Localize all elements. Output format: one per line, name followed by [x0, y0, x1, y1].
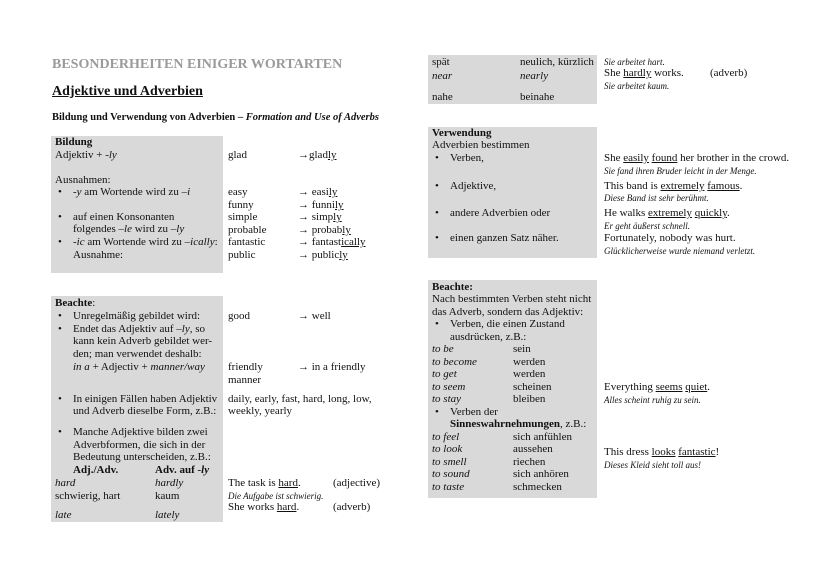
- subheading: [52, 112, 379, 124]
- t: She works: [228, 501, 277, 513]
- example-adverb: [298, 149, 337, 161]
- adverb-suffix: ly: [342, 224, 351, 236]
- ex-works-translation: Sie arbeitet hart.: [604, 57, 665, 67]
- ex-manner: manner: [228, 374, 261, 386]
- adverb-stem: → fantast: [298, 236, 342, 248]
- adverb-stem: → probab: [298, 224, 343, 236]
- ex-hardly-translation: Sie arbeitet kaum.: [604, 81, 670, 91]
- verb-de: sich anhören: [513, 468, 569, 480]
- subheading-en: Formation and Use of Adverbs: [245, 112, 379, 123]
- ex-works-type: (adverb): [333, 501, 371, 513]
- sentence-part: quiet: [685, 381, 708, 393]
- t: -y: [73, 186, 82, 198]
- adverb-suffix: ly: [334, 199, 344, 211]
- t: -ly: [197, 464, 210, 476]
- verb-de: sich anfühlen: [513, 431, 572, 443]
- note-two: • Manche Adjektive bilden zwei: [73, 426, 208, 438]
- example-adjective: easy: [228, 186, 248, 198]
- pair-adverb: lately: [155, 509, 180, 521]
- example-adverb: [298, 211, 342, 223]
- sentence-part: .: [732, 232, 736, 244]
- rule-text: Adjektiv +: [55, 149, 106, 161]
- t: am Wortende wird zu: [84, 236, 185, 248]
- example-adverb: [298, 236, 366, 248]
- ex-friendly-adv: → in a friendly: [298, 361, 366, 373]
- verb-en: to be: [432, 343, 454, 355]
- example-adjective: probable: [228, 224, 267, 236]
- bildung-title: Bildung: [55, 136, 93, 148]
- adverb-suffix: ly: [328, 186, 338, 198]
- sentence-part: famous: [707, 180, 740, 192]
- pair-adverb: nearly: [520, 70, 549, 82]
- sentence-part: !: [715, 446, 720, 458]
- ex-hardly: [604, 67, 684, 79]
- sentence-part: quickly: [694, 207, 728, 219]
- t: :: [214, 236, 218, 248]
- t: She: [604, 67, 624, 79]
- sentence-part: nobody: [659, 232, 693, 244]
- sentence-part: seems: [655, 381, 683, 393]
- state-translation: Alles scheint ruhig zu sein.: [604, 395, 701, 405]
- state-verbs-2: ausdrücken, z.B.:: [450, 331, 527, 343]
- verb-de: riechen: [513, 456, 546, 468]
- example-adjective: glad: [228, 149, 247, 161]
- sentence-part: her brother in the crowd.: [677, 152, 790, 164]
- pair-adjective: spät: [432, 56, 450, 68]
- use-example-2: [604, 180, 742, 192]
- t: .: [296, 501, 300, 513]
- t: + Adjectiv +: [89, 361, 151, 373]
- pair-adverb: beinahe: [520, 91, 555, 103]
- beachte2-line1: Nach bestimmten Verben steht nicht: [432, 293, 592, 305]
- use-translation-4: Glücklicherweise wurde niemand verletzt.: [604, 246, 756, 256]
- use-adverbs: • andere Adverbien oder: [450, 207, 550, 219]
- adverb-stem: →glad: [298, 149, 328, 161]
- sentence-part: .: [739, 180, 743, 192]
- sense-example: [604, 446, 719, 458]
- sense-verbs: • Verben der: [450, 406, 498, 418]
- beachte2-title: Beachte:: [432, 281, 473, 293]
- exception-y: [73, 186, 190, 198]
- adverb-suffix: ly: [339, 249, 348, 261]
- pair-adjective: hard: [55, 477, 76, 489]
- example-adjective: simple: [228, 211, 258, 223]
- example-adverb: [298, 224, 351, 236]
- verb-de: bleiben: [513, 393, 546, 405]
- ex-good: good: [228, 310, 250, 322]
- verb-en: to sound: [432, 468, 470, 480]
- t: in a: [73, 361, 90, 373]
- verb-en: to feel: [432, 431, 460, 443]
- ex-well: → well: [298, 310, 331, 322]
- adverb-suffix: ically: [341, 236, 366, 248]
- adverb-suffix: ly: [327, 149, 337, 161]
- t: -ic: [73, 236, 85, 248]
- verwendung-title: Verwendung: [432, 127, 492, 139]
- sentence-part: .: [727, 207, 730, 219]
- sentence-part: ,: [654, 232, 660, 244]
- col-header-adj: Adj./Adv.: [73, 464, 119, 476]
- adverb-stem: → public: [298, 249, 340, 261]
- ex-works: [228, 501, 299, 513]
- example-adjective: public: [228, 249, 256, 261]
- sense-translation: Dieses Kleid sieht toll aus!: [604, 460, 701, 470]
- verb-en: to seem: [432, 381, 466, 393]
- use-example-3: [604, 207, 730, 219]
- verb-de: werden: [513, 368, 546, 380]
- sentence-part: was hurt: [695, 232, 733, 244]
- use-translation-1: Sie fand ihren Bruder leicht in der Menge.: [604, 166, 757, 176]
- verb-de: sein: [513, 343, 531, 355]
- exception-le-2: [73, 223, 184, 235]
- verb-de: schmecken: [513, 481, 562, 493]
- t: manner/way: [150, 361, 205, 373]
- t: Sinneswahrnehmungen: [450, 418, 561, 430]
- t: hard: [276, 501, 297, 513]
- sentence-part: This dress: [604, 446, 652, 458]
- pair-adjective: nahe: [432, 91, 453, 103]
- adverb-stem: → funni: [298, 199, 335, 211]
- verb-en: to smell: [432, 456, 467, 468]
- ex-task-type: (adjective): [333, 477, 381, 489]
- state-example: [604, 381, 710, 393]
- adverb-suffix: ly: [333, 211, 342, 223]
- t: –ically: [184, 236, 215, 248]
- t: am Wortende wird zu: [81, 186, 182, 198]
- t: works.: [651, 67, 684, 79]
- exception-ic: [73, 236, 218, 248]
- pair-adjective: schwierig, hart: [55, 490, 121, 502]
- same-form-list-2: weekly, yearly: [228, 405, 293, 417]
- state-verbs: • Verben, die einen Zustand: [450, 318, 565, 330]
- page-heading: Adjektive und Adverbien: [52, 84, 203, 99]
- bildung-rule: [55, 149, 117, 161]
- note-irregular: • Unregelmäßig gebildet wird:: [73, 310, 200, 322]
- use-example-4: [604, 232, 736, 244]
- sentence-part: extremely: [660, 180, 705, 192]
- t: hardly: [623, 67, 652, 79]
- t: , z.B.:: [560, 418, 587, 430]
- beachte2-line2: das Adverb, sondern das Adjektiv:: [432, 306, 584, 318]
- sentence-part: easily: [623, 152, 649, 164]
- sentence-part: .: [707, 381, 711, 393]
- pair-adverb: kaum: [155, 490, 180, 502]
- verb-de: aussehen: [513, 443, 553, 455]
- t: –ly: [170, 223, 185, 235]
- note-ly-2: kann kein Adverb gebildet wer-: [73, 335, 213, 347]
- verb-en: to look: [432, 443, 463, 455]
- use-example-1: [604, 152, 789, 164]
- sentence-part: looks: [651, 446, 676, 458]
- t: –le: [118, 223, 132, 235]
- t: wird zu: [131, 223, 171, 235]
- verb-de: scheinen: [513, 381, 552, 393]
- pair-adjective: near: [432, 70, 453, 82]
- adverb-stem: → easi: [298, 186, 329, 198]
- pair-adjective: late: [55, 509, 72, 521]
- verb-en: to taste: [432, 481, 465, 493]
- verb-en: to become: [432, 356, 477, 368]
- ex-hardly-type: (adverb): [710, 67, 748, 79]
- verb-en: to get: [432, 368, 457, 380]
- subheading-de: Bildung und Verwendung von Adverbien –: [52, 112, 246, 123]
- exception-note: Ausnahme:: [73, 249, 124, 261]
- t: –i: [181, 186, 191, 198]
- note-two-3: Bedeutung unterscheiden, z.B.:: [73, 451, 211, 463]
- ex-task-translation: Die Aufgabe ist schwierig.: [228, 491, 324, 501]
- t: folgendes: [73, 223, 119, 235]
- t: The task is: [228, 477, 279, 489]
- t: hard: [278, 477, 298, 489]
- sentence-part: fantastic: [678, 446, 716, 458]
- sentence-part: He walks: [604, 207, 648, 219]
- sentence-part: found: [651, 152, 678, 164]
- t: –ly: [176, 323, 190, 335]
- t: :: [92, 297, 96, 309]
- sentence-part: extremely: [648, 207, 692, 219]
- example-adverb: [298, 186, 337, 198]
- ex-task: [228, 477, 301, 489]
- example-adverb: [298, 249, 348, 261]
- t: Beachte: [55, 297, 93, 309]
- note-ly: [73, 323, 205, 335]
- beachte-title: [55, 297, 95, 309]
- example-adjective: fantastic: [228, 236, 266, 248]
- example-adjective: funny: [228, 199, 254, 211]
- use-translation-2: Diese Band ist sehr berühmt.: [604, 193, 709, 203]
- t: , so: [189, 323, 205, 335]
- adverb-stem: → simp: [298, 211, 334, 223]
- example-adverb: [298, 199, 344, 211]
- note-two-2: Adverbformen, die sich in der: [73, 439, 206, 451]
- col-header-adv: [155, 464, 209, 476]
- rule-suffix: -ly: [105, 149, 117, 161]
- verwendung-intro: Adverbien bestimmen: [432, 139, 530, 151]
- verb-en: to stay: [432, 393, 462, 405]
- pair-adverb: neulich, kürzlich: [520, 56, 594, 68]
- sentence-part: Everything: [604, 381, 656, 393]
- verb-de: werden: [513, 356, 546, 368]
- use-adjectives: • Adjektive,: [450, 180, 496, 192]
- ex-friendly: friendly: [228, 361, 263, 373]
- note-ly-4: [73, 361, 205, 373]
- note-ly-3: den; man verwendet deshalb:: [73, 348, 202, 360]
- note-same: • In einigen Fällen haben Adjektiv: [73, 393, 217, 405]
- use-sentence: • einen ganzen Satz näher.: [450, 232, 559, 244]
- sentence-part: This band is: [604, 180, 661, 192]
- use-translation-3: Er geht äußerst schnell.: [604, 221, 690, 231]
- exceptions-label: Ausnahmen:: [55, 174, 111, 186]
- t: Adv. auf: [155, 464, 198, 476]
- sentence-part: Fortunately: [604, 232, 654, 244]
- sentence-part: She: [604, 152, 624, 164]
- t: Endet das Adjektiv auf: [73, 323, 177, 335]
- pair-adverb: hardly: [155, 477, 184, 489]
- exception-le: • auf einen Konsonanten: [73, 211, 174, 223]
- sense-verbs-2: [450, 418, 586, 430]
- same-form-list: daily, early, fast, hard, long, low,: [228, 393, 372, 405]
- use-verbs: • Verben,: [450, 152, 484, 164]
- section-title: BESONDERHEITEN EINIGER WORTARTEN: [52, 57, 343, 72]
- t: .: [297, 477, 301, 489]
- note-same-2: und Adverb dieselbe Form, z.B.:: [73, 405, 217, 417]
